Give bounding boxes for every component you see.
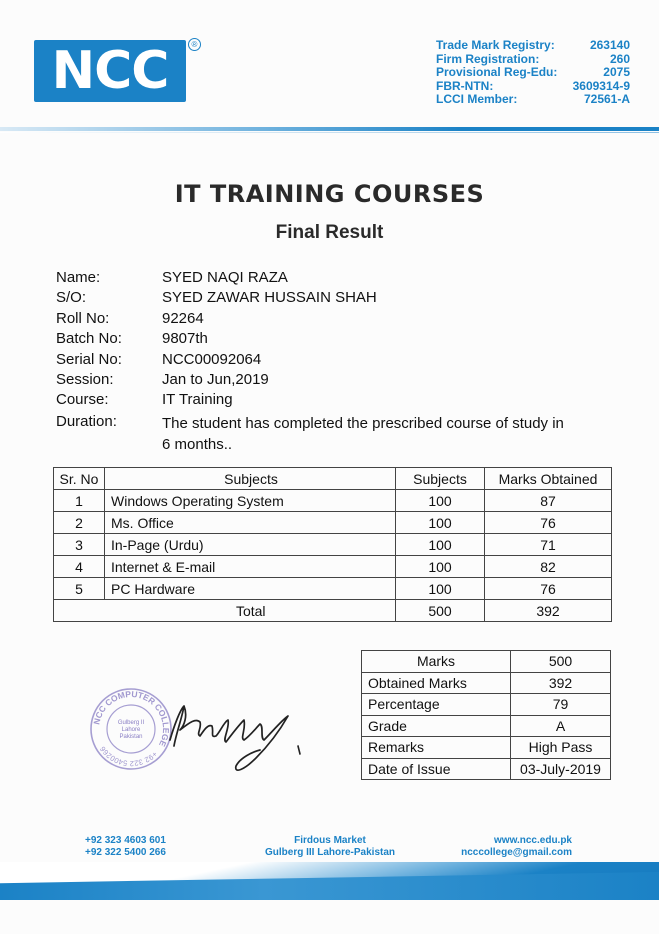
- summary-row: [362, 758, 611, 780]
- stamp-center-line3: Pakistan: [119, 734, 143, 740]
- subject-max-marks-cell: 100: [396, 578, 485, 600]
- summary-row: [362, 672, 611, 694]
- ncc-logo: NCC: [34, 40, 186, 102]
- footer-address-line-2: Gulberg III Lahore-Pakistan: [264, 847, 396, 858]
- registration-label: FBR-NTN:: [436, 78, 494, 93]
- summary-row: [362, 715, 611, 737]
- marks-obtained-cell: 76: [485, 512, 612, 534]
- footer-address: [230, 835, 430, 859]
- student-field-label: S/O:: [56, 289, 87, 307]
- student-field-value: SYED NAQI RAZA: [162, 269, 288, 286]
- summary-value: 03-July-2019: [511, 758, 611, 780]
- header-marks-obtained: Marks Obtained: [485, 468, 612, 490]
- footer-address-line-1: Firdous Market: [294, 835, 366, 846]
- student-field-value: Jan to Jun,2019: [162, 370, 269, 388]
- subject-name-cell: In-Page (Urdu): [105, 534, 396, 556]
- registration-label: Trade Mark Registry:: [436, 38, 555, 52]
- sr-no-cell: 4: [54, 556, 105, 578]
- student-field-label: Batch No:: [56, 330, 122, 348]
- header-sr-no: Sr. No: [54, 468, 105, 490]
- subject-max-marks-cell: 100: [396, 490, 485, 512]
- student-info-row: [56, 350, 576, 370]
- footer-website-link[interactable]: www.ncc.edu.pk: [494, 835, 572, 846]
- student-info-row: [56, 411, 576, 455]
- summary-label: Date of Issue: [362, 758, 511, 780]
- sr-no-cell: 2: [54, 512, 105, 534]
- stamp-ring-text: NCC COMPUTER COLLEGE: [91, 688, 172, 749]
- registration-row: [436, 39, 630, 53]
- subject-name-cell: Ms. Office: [105, 512, 396, 534]
- footer-phones: [85, 835, 166, 859]
- summary-value: High Pass: [511, 737, 611, 759]
- registration-row: [436, 66, 630, 80]
- student-info-row: [56, 288, 576, 308]
- student-field-label: Session:: [56, 370, 114, 388]
- table-row: [54, 578, 612, 600]
- student-field-label: Duration:: [56, 412, 117, 430]
- marks-obtained-cell: 71: [485, 534, 612, 556]
- subjects-table-header: [54, 468, 612, 490]
- summary-value: 500: [511, 651, 611, 673]
- student-info-row: [56, 309, 576, 329]
- subject-name-cell: PC Hardware: [105, 578, 396, 600]
- summary-value: A: [511, 715, 611, 737]
- summary-table: [361, 650, 611, 780]
- student-field-value: IT Training: [162, 391, 233, 409]
- marks-obtained-cell: 76: [485, 578, 612, 600]
- subject-max-marks-cell: 100: [396, 534, 485, 556]
- student-field-value: The student has completed the prescribed course of study in 6 months..: [162, 414, 564, 453]
- registration-row: [436, 53, 630, 67]
- signature-image: [160, 690, 310, 785]
- registered-mark-icon: ®: [188, 38, 201, 51]
- student-field-label: Serial No:: [56, 350, 122, 368]
- summary-label: Percentage: [362, 694, 511, 716]
- student-info-row: [56, 268, 576, 288]
- student-info-row: [56, 370, 576, 390]
- header-subjects: Subjects: [105, 468, 396, 490]
- footer-phone-2: +92 322 5400 266: [85, 847, 166, 858]
- registration-value: 72561-A: [583, 92, 630, 106]
- total-max-marks: 500: [396, 600, 485, 622]
- marks-obtained-cell: 82: [485, 556, 612, 578]
- header-subject-marks: Subjects: [396, 468, 485, 490]
- summary-row: [362, 737, 611, 759]
- summary-value: 392: [511, 672, 611, 694]
- summary-label: Obtained Marks: [362, 672, 511, 694]
- summary-value: 79: [511, 694, 611, 716]
- marks-obtained-cell: 87: [485, 490, 612, 512]
- registration-row: [436, 93, 630, 107]
- registration-value: 3609314-9: [572, 78, 630, 93]
- stamp-center-line1: Gulberg II: [117, 720, 145, 726]
- sr-no-cell: 1: [54, 490, 105, 512]
- total-obtained-marks: 392: [485, 600, 612, 622]
- document-subtitle: Final Result: [275, 222, 384, 243]
- document-title: IT TRAINING COURSES: [174, 180, 485, 208]
- student-info: [56, 268, 576, 455]
- student-info-row: [56, 329, 576, 349]
- student-info-row: [56, 390, 576, 410]
- subject-name-cell: Windows Operating System: [105, 490, 396, 512]
- stamp-center-line2: Lahore: [121, 727, 141, 733]
- subject-max-marks-cell: 100: [396, 556, 485, 578]
- summary-label: Grade: [362, 715, 511, 737]
- registration-details: [436, 39, 630, 107]
- registration-value: 2075: [603, 65, 630, 79]
- stamp-phone-text: +92 322 5400266: [97, 744, 160, 769]
- registration-label: LCCI Member:: [436, 92, 518, 106]
- total-label: Total: [105, 600, 396, 622]
- header-divider-thin: [0, 132, 659, 133]
- subjects-table: [53, 467, 612, 622]
- summary-row: [362, 694, 611, 716]
- footer-email-link[interactable]: ncccollege@gmail.com: [461, 847, 572, 858]
- student-field-value: 9807th: [162, 330, 208, 348]
- registration-label: Firm Registration:: [436, 51, 540, 66]
- summary-label: Marks: [362, 651, 511, 673]
- registration-row: [436, 80, 630, 94]
- table-row: [54, 556, 612, 578]
- header-divider: [0, 127, 659, 131]
- registration-value: 260: [609, 51, 630, 66]
- total-row: [54, 600, 612, 622]
- student-field-label: Name:: [56, 269, 101, 286]
- subject-name-cell: Internet & E-mail: [105, 556, 396, 578]
- student-field-label: Roll No:: [56, 309, 110, 327]
- student-field-value: NCC00092064: [162, 350, 262, 368]
- sr-no-cell: 5: [54, 578, 105, 600]
- registration-label: Provisional Reg-Edu:: [436, 65, 558, 79]
- table-row: [54, 512, 612, 534]
- student-field-label: Course:: [56, 391, 109, 409]
- registration-value: 263140: [589, 38, 630, 52]
- table-row: [54, 490, 612, 512]
- summary-label: Remarks: [362, 737, 511, 759]
- sr-no-cell: 3: [54, 534, 105, 556]
- total-spacer: [54, 600, 105, 622]
- student-field-value: 92264: [162, 309, 204, 327]
- student-field-value: SYED ZAWAR HUSSAIN SHAH: [162, 289, 377, 307]
- summary-row: [362, 651, 611, 673]
- subject-max-marks-cell: 100: [396, 512, 485, 534]
- footer-contact: [440, 835, 572, 859]
- footer-phone-1: +92 323 4603 601: [85, 835, 166, 846]
- table-row: [54, 534, 612, 556]
